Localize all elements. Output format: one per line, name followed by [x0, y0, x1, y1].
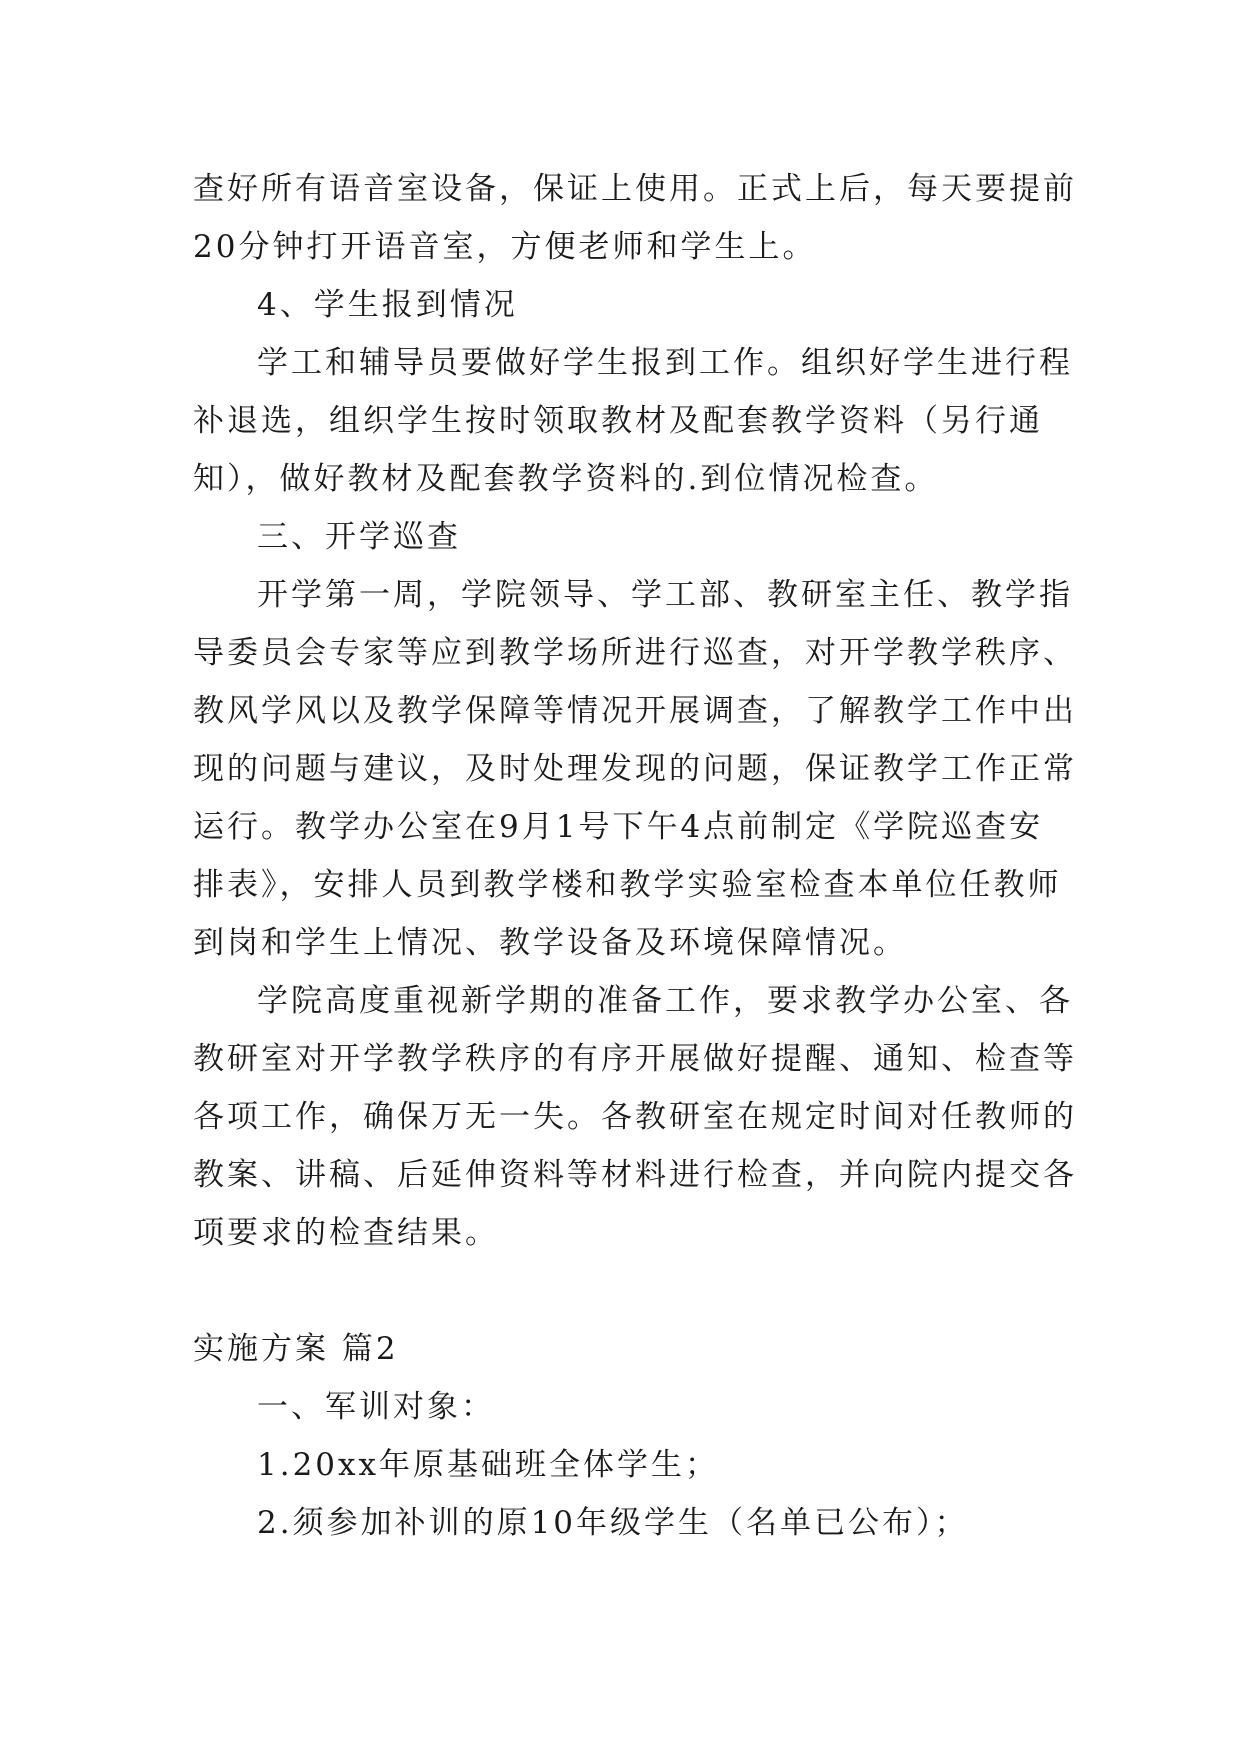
section-heading: 三、开学巡查: [257, 519, 461, 555]
paragraph-line: 运行。教学办公室在9月1号下午4点前制定《学院巡查安: [193, 809, 1044, 845]
section-heading: 一、军训对象：: [257, 1389, 495, 1425]
paragraph-line: 排表》，安排人员到教学楼和教学实验室检查本单位任教师: [193, 867, 1062, 903]
paragraph-line: 现的问题与建议，及时处理发现的问题，保证教学工作正常: [193, 751, 1077, 787]
list-item: 2.须参加补训的原10年级学生（名单已公布）；: [257, 1505, 969, 1541]
paragraph-line: 教研室对开学教学秩序的有序开展做好提醒、通知、检查等: [193, 1041, 1077, 1077]
paragraph-line: 导委员会专家等应到教学场所进行巡查，对开学教学秩序、: [193, 635, 1077, 671]
section-heading: 4、学生报到情况: [257, 287, 518, 323]
document-body: [193, 160, 1083, 1552]
paragraph-line: 学院高度重视新学期的准备工作，要求教学办公室、各: [257, 983, 1073, 1019]
paragraph-line: 教案、讲稿、后延伸资料等材料进行检查，并向院内提交各: [193, 1157, 1077, 1193]
paragraph-line: 补退选，组织学生按时领取教材及配套教学资料（另行通: [193, 403, 1043, 439]
paragraph-line: 项要求的检查结果。: [193, 1215, 499, 1251]
paragraph-line: 知），做好教材及配套教学资料的.到位情况检查。: [193, 461, 939, 497]
list-item: 1.20xx年原基础班全体学生；: [257, 1447, 719, 1483]
paragraph-line: 开学第一周，学院领导、学工部、教研室主任、教学指: [257, 577, 1073, 613]
paragraph-line: 学工和辅导员要做好学生报到工作。组织好学生进行程: [257, 345, 1073, 381]
paragraph-line: 教风学风以及教学保障等情况开展调查，了解教学工作中出: [193, 693, 1077, 729]
paragraph-line: 查好所有语音室设备，保证上使用。正式上后，每天要提前: [193, 171, 1077, 207]
blank-line: [193, 1262, 1083, 1320]
paragraph-line: 到岗和学生上情况、教学设备及环境保障情况。: [193, 925, 907, 961]
paragraph-line: 各项工作，确保万无一失。各教研室在规定时间对任教师的: [193, 1099, 1077, 1135]
paragraph-line: 20分钟打开语音室，方便老师和学生上。: [193, 229, 817, 265]
article-title: 实施方案 篇2: [193, 1331, 399, 1367]
